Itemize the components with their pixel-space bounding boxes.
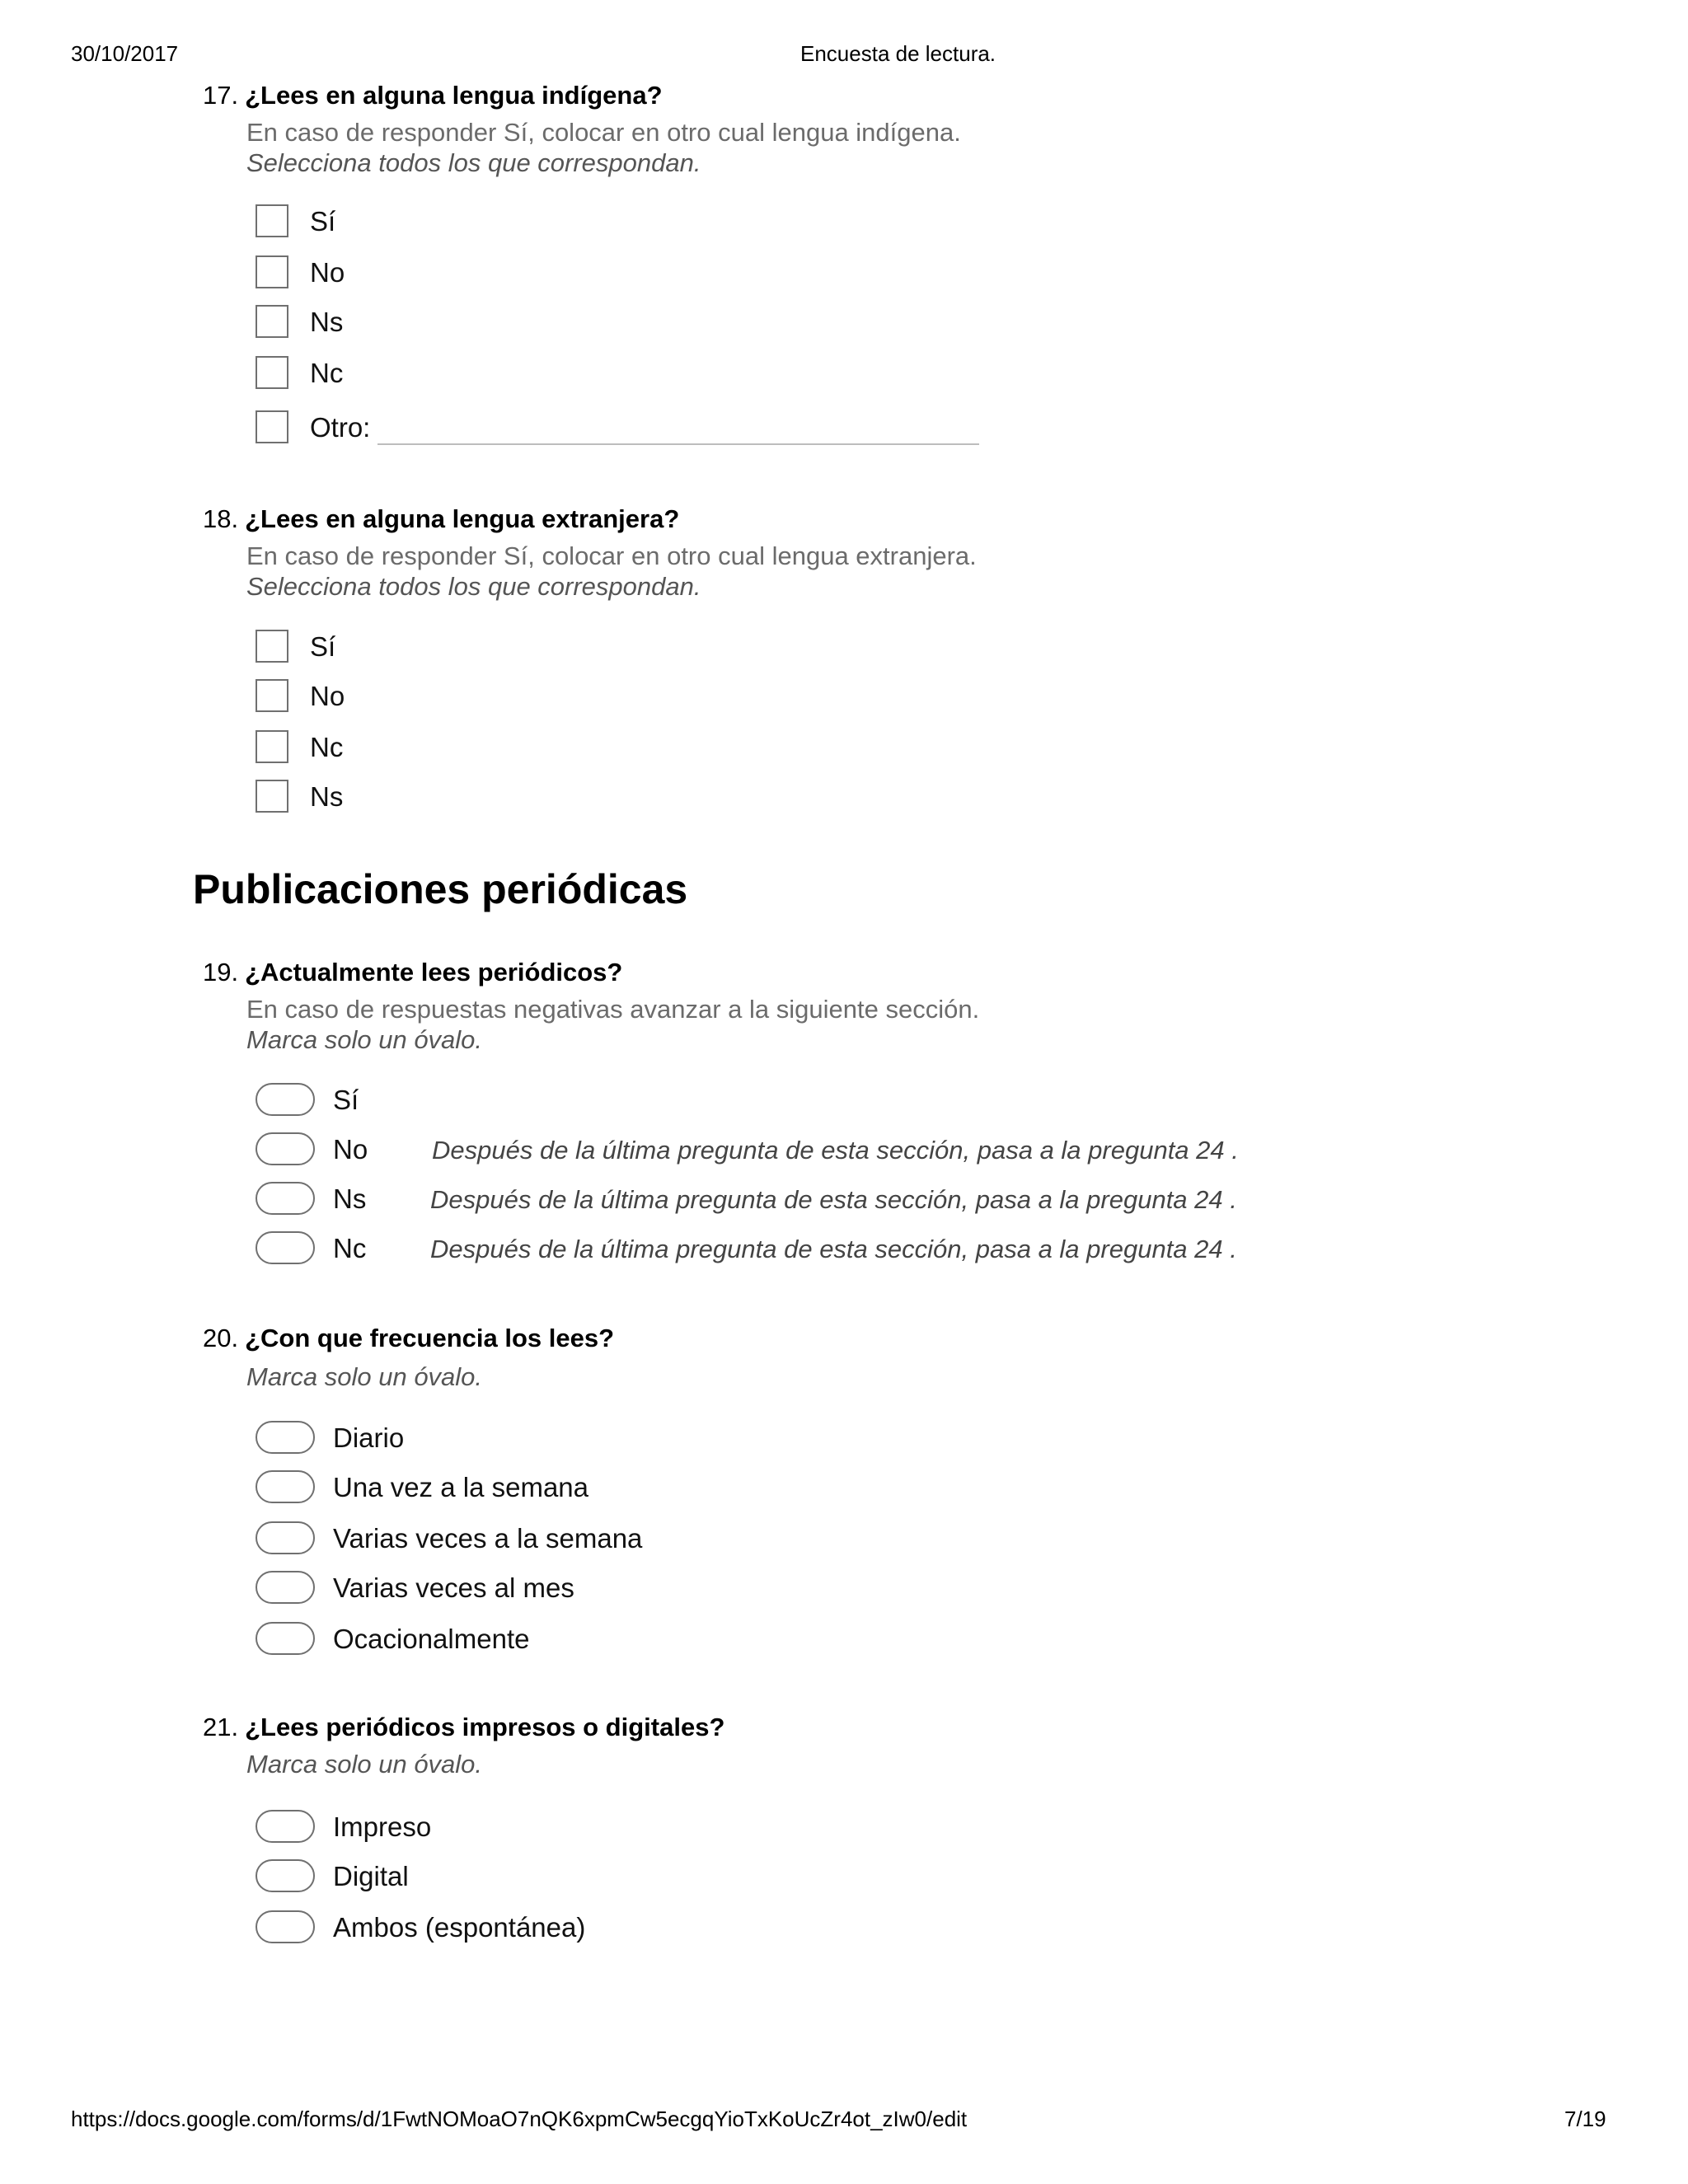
option-label: Ns: [310, 781, 344, 812]
option-label: Sí: [333, 1085, 359, 1115]
option-label: Nc: [310, 732, 344, 762]
page-url: https://docs.google.com/forms/d/1FwtNOMoaO7nQK6xpmCw5ecgqYioTxKoUcZr4ot_zIw0/edit: [71, 2107, 968, 2131]
question-21-title: [203, 1713, 724, 1742]
question-17-help: En caso de responder Sí, colocar en otro cual lengua indígena.: [246, 118, 961, 147]
question-20-instruction: Marca solo un óvalo.: [246, 1362, 483, 1391]
option-label: Impreso: [333, 1811, 432, 1842]
option-label: Nc: [310, 358, 344, 388]
question-17-title: [203, 81, 663, 110]
question-19-text: ¿Actualmente lees periódicos?: [245, 958, 623, 987]
radio-oval-icon[interactable]: [256, 1182, 315, 1215]
radio-oval-icon[interactable]: [256, 1521, 315, 1554]
radio-oval-icon[interactable]: [256, 1231, 315, 1264]
checkbox-icon[interactable]: [256, 305, 288, 338]
checkbox-icon[interactable]: [256, 730, 288, 763]
option-label: Diario: [333, 1422, 405, 1453]
radio-oval-icon[interactable]: [256, 1859, 315, 1892]
option-label: Una vez a la semana: [333, 1472, 589, 1502]
question-17-text: ¿Lees en alguna lengua indígena?: [245, 81, 663, 110]
option-label: Varias veces a la semana: [333, 1523, 643, 1554]
section-title: Publicaciones periódicas: [193, 866, 688, 912]
radio-oval-icon[interactable]: [256, 1132, 315, 1165]
question-19-help: En caso de respuestas negativas avanzar a la siguiente sección.: [246, 995, 980, 1024]
checkbox-icon[interactable]: [256, 410, 288, 443]
question-17-instruction: Selecciona todos los que correspondan.: [246, 148, 701, 177]
other-label: Otro:: [310, 412, 371, 443]
radio-oval-icon[interactable]: [256, 1421, 315, 1454]
print-date: 30/10/2017: [71, 41, 179, 66]
option-label: Varias veces al mes: [333, 1572, 574, 1603]
radio-oval-icon[interactable]: [256, 1571, 315, 1604]
checkbox-icon[interactable]: [256, 679, 288, 712]
question-19-number: 19.: [203, 958, 239, 987]
option-label: No: [310, 257, 345, 288]
option-label: Sí: [310, 206, 336, 237]
question-19-title: [203, 958, 622, 987]
radio-oval-icon[interactable]: [256, 1910, 315, 1943]
skip-note: Después de la última pregunta de esta sección, pasa a la pregunta 24 .: [430, 1185, 1237, 1214]
option-label: Ambos (espontánea): [333, 1912, 586, 1943]
option-label: No: [333, 1134, 368, 1165]
checkbox-icon[interactable]: [256, 630, 288, 663]
question-20-number: 20.: [203, 1324, 239, 1352]
question-19-instruction: Marca solo un óvalo.: [246, 1025, 483, 1054]
question-17-number: 17.: [203, 81, 239, 110]
checkbox-icon[interactable]: [256, 780, 288, 813]
radio-oval-icon[interactable]: [256, 1470, 315, 1503]
other-text-input[interactable]: [377, 443, 979, 445]
question-18-number: 18.: [203, 504, 239, 533]
question-18-text: ¿Lees en alguna lengua extranjera?: [245, 504, 680, 533]
skip-note: Después de la última pregunta de esta sección, pasa a la pregunta 24 .: [430, 1235, 1237, 1263]
option-label: Ns: [333, 1183, 367, 1214]
radio-oval-icon[interactable]: [256, 1083, 315, 1116]
checkbox-icon[interactable]: [256, 204, 288, 237]
skip-note: Después de la última pregunta de esta sección, pasa a la pregunta 24 .: [432, 1136, 1239, 1165]
checkbox-icon[interactable]: [256, 255, 288, 288]
document-title: Encuesta de lectura.: [800, 41, 996, 66]
option-label: Sí: [310, 631, 336, 662]
option-label: Ocacionalmente: [333, 1624, 530, 1654]
checkbox-option-other[interactable]: [256, 410, 997, 447]
radio-oval-icon[interactable]: [256, 1810, 315, 1843]
question-21-instruction: Marca solo un óvalo.: [246, 1750, 483, 1779]
question-18-help: En caso de responder Sí, colocar en otro cual lengua extranjera.: [246, 541, 977, 570]
question-18-instruction: Selecciona todos los que correspondan.: [246, 572, 701, 601]
question-21-number: 21.: [203, 1713, 239, 1741]
question-20-text: ¿Con que frecuencia los lees?: [245, 1324, 615, 1352]
question-21-text: ¿Lees periódicos impresos o digitales?: [245, 1713, 725, 1741]
radio-oval-icon[interactable]: [256, 1622, 315, 1655]
option-label: Digital: [333, 1861, 409, 1891]
option-label: Nc: [333, 1233, 367, 1263]
question-18-title: [203, 504, 679, 534]
option-label: Ns: [310, 307, 344, 337]
option-label: No: [310, 681, 345, 711]
page-number: 7/19: [1564, 2107, 1606, 2131]
question-20-title: [203, 1324, 614, 1353]
checkbox-icon[interactable]: [256, 356, 288, 389]
